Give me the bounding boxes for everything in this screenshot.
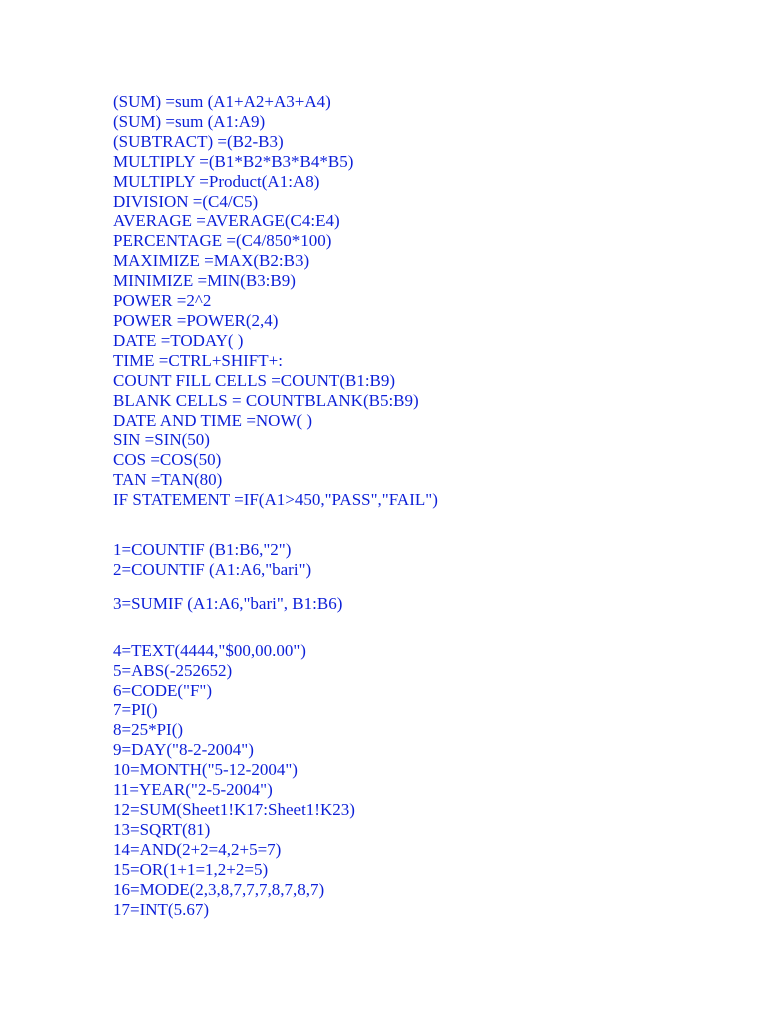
formula-line: (SUM) =sum (A1:A9) [113, 111, 266, 131]
formula-line: COS =COS(50) [113, 450, 222, 470]
formulas-list [113, 92, 733, 510]
numbered-formula-line: 8=25*PI() [113, 720, 184, 740]
numbered-formula-line: 6=CODE("F") [113, 680, 213, 700]
spacer [113, 580, 733, 594]
numbered-formula-line: 11=YEAR("2-5-2004") [113, 780, 273, 800]
numbered-formula-line: 13=SQRT(81) [113, 819, 211, 839]
numbered-formula-line: 15=OR(1+1=1,2+2=5) [113, 859, 269, 879]
numbered-formula-line: 17=INT(5.67) [113, 899, 209, 919]
sumif-line: 3=SUMIF (A1:A6,"bari", B1:B6) [113, 593, 343, 613]
numbered-formula-line: 14=AND(2+2=4,2+5=7) [113, 839, 282, 859]
formula-line: TAN =TAN(80) [113, 470, 223, 490]
formula-line: PERCENTAGE =(C4/850*100) [113, 231, 332, 251]
formula-line: AVERAGE =AVERAGE(C4:E4) [113, 211, 340, 231]
formula-line: POWER =2^2 [113, 291, 212, 311]
numbered-formula-line: 16=MODE(2,3,8,7,7,7,8,7,8,7) [113, 879, 325, 899]
formula-line: SIN =SIN(50) [113, 430, 210, 450]
formula-line: DATE =TODAY( ) [113, 330, 244, 350]
formula-line: (SUBTRACT) =(B2-B3) [113, 131, 284, 151]
formula-line: DATE AND TIME =NOW( ) [113, 410, 313, 430]
formula-line: POWER =POWER(2,4) [113, 310, 279, 330]
numbered-formula-line: 12=SUM(Sheet1!K17:Sheet1!K23) [113, 800, 355, 819]
numbered-formula-line: 7=PI() [113, 700, 158, 720]
formula-line: MAXIMIZE =MAX(B2:B3) [113, 251, 310, 271]
formula-line: (SUM) =sum (A1+A2+A3+A4) [113, 92, 331, 111]
numbered-formula-line: 4=TEXT(4444,"$00,00.00") [113, 640, 306, 660]
formula-line: MINIMIZE =MIN(B3:B9) [113, 271, 296, 291]
formula-line: MULTIPLY =(B1*B2*B3*B4*B5) [113, 151, 354, 171]
formula-line: COUNT FILL CELLS =COUNT(B1:B9) [113, 370, 396, 390]
formula-line: IF STATEMENT =IF(A1>450,"PASS","FAIL") [113, 490, 438, 510]
spacer [113, 614, 733, 641]
numbered-formulas-list [113, 641, 733, 920]
document-page [113, 92, 733, 919]
countif-line: 1=COUNTIF (B1:B6,"2") [113, 540, 292, 560]
formula-line: MULTIPLY =Product(A1:A8) [113, 171, 320, 191]
numbered-formula-line: 5=ABS(-252652) [113, 660, 233, 680]
formula-line: BLANK CELLS = COUNTBLANK(B5:B9) [113, 390, 419, 410]
numbered-formula-line: 9=DAY("8-2-2004") [113, 740, 254, 760]
formula-line: TIME =CTRL+SHIFT+: [113, 350, 283, 370]
spacer [113, 510, 733, 540]
numbered-formula-line: 10=MONTH("5-12-2004") [113, 760, 298, 780]
countif-line: 2=COUNTIF (A1:A6,"bari") [113, 559, 312, 579]
countif-list [113, 540, 733, 580]
formula-line: DIVISION =(C4/C5) [113, 191, 259, 211]
